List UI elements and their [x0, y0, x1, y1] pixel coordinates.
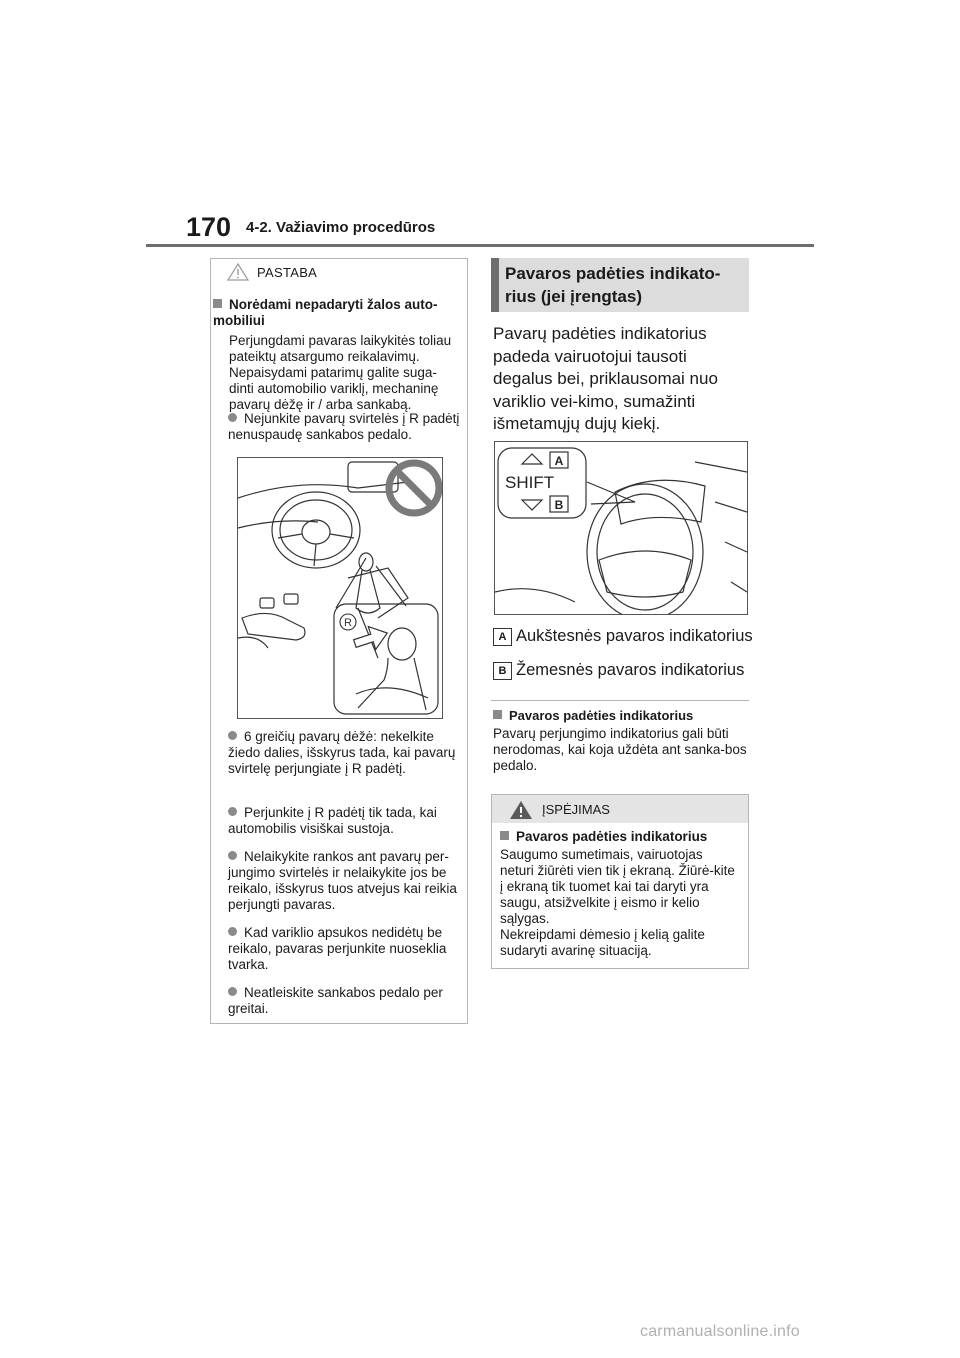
shift-indicator-figure — [494, 441, 748, 615]
square-bullet-icon — [493, 710, 502, 719]
notice-intro: Perjungdami pavaras laikykitės toliau pateiktų atsargumo reikalavimų. Nepaisydami patarimų galite suga-dinti automobilio variklį, mechaninę pavarų dėžę ir / arba sankabą. — [229, 333, 452, 412]
warning-header — [492, 795, 748, 823]
legend-item — [493, 660, 744, 680]
bullet-text: Nelaikykite rankos ant pavarų per-jungimo svirtelės ir nelaikykite jos be reikalo, išskyrus tuos atvejus kai reikia perjungti pavaras. — [228, 849, 457, 912]
dot-bullet-icon — [228, 807, 237, 816]
square-bullet-icon — [213, 299, 222, 308]
legend-key: A — [493, 628, 512, 646]
header-rule — [146, 244, 814, 247]
dot-bullet-icon — [228, 927, 237, 936]
warning-heading-text: Pavaros padėties indikatorius — [516, 829, 708, 844]
notice-header — [211, 259, 467, 285]
shift-indicator-intro: Pavarų padėties indikatorius padeda vairuotojui tausoti degalus bei, priklausomai nuo variklio vei-kimo, sumažinti išmetamųjų dujų kiekį. — [493, 324, 718, 433]
square-bullet-icon — [500, 831, 509, 840]
info-heading — [493, 708, 693, 723]
gear-r-label: R — [344, 617, 352, 629]
notice-bullet — [228, 805, 460, 837]
bullet-text: Neatleiskite sankabos pedalo per greitai. — [228, 985, 443, 1016]
bullet-text: Perjunkite į R padėtį tik tada, kai automobilis visiškai sustoja. — [228, 805, 437, 836]
info-text: Pavarų perjungimo indikatorius gali būti nerodomas, kai koja uždėta ant sanka-bos pedalo. — [493, 726, 747, 773]
topic-heading-bar — [491, 258, 499, 312]
topic-heading-box — [491, 258, 749, 312]
notice-bullet — [228, 849, 460, 913]
watermark: carmanualsonline.info — [640, 1323, 800, 1340]
notice-heading — [213, 297, 463, 329]
dot-bullet-icon — [228, 731, 237, 740]
notice-bullet — [228, 729, 460, 777]
dot-bullet-icon — [228, 987, 237, 996]
warning-triangle-icon — [509, 800, 533, 820]
notice-heading-text: Norėdami nepadaryti žalos auto-mobiliui — [213, 297, 438, 328]
legend-item — [493, 626, 753, 646]
bullet-text: Kad variklio apsukos nedidėtų be reikalo, pavaras perjunkite nuoseklia tvarka. — [228, 925, 447, 972]
legend-text: Aukštesnės pavaros indikatorius — [516, 627, 753, 645]
bullet-text: 6 greičių pavarų dėžė: nekelkite žiedo dalies, išskyrus tada, kai pavarų svirtelę perjungiate į R padėtį. — [228, 729, 456, 776]
shift-indicator-text: SHIFT — [505, 473, 555, 492]
notice-title: PASTABA — [257, 265, 318, 280]
key-a-label: A — [554, 454, 564, 468]
warning-title: ĮSPĖJIMAS — [542, 802, 610, 817]
warning-box — [491, 794, 749, 969]
dot-bullet-icon — [228, 851, 237, 860]
instrument-cluster-drawing — [495, 442, 747, 614]
key-b-label: B — [554, 498, 564, 512]
warning-heading — [500, 829, 707, 845]
info-heading-text: Pavaros padėties indikatorius — [509, 708, 694, 723]
notice-bullet — [228, 411, 460, 443]
notice-bullet — [228, 985, 460, 1017]
notice-bullet — [228, 925, 460, 973]
page-number: 170 — [186, 212, 232, 242]
legend-key: B — [493, 662, 512, 680]
bullet-text: Nejunkite pavarų svirtelės į R padėtį nenuspaudę sankabos pedalo. — [228, 411, 460, 442]
legend-text: Žemesnės pavaros indikatorius — [516, 661, 745, 679]
caution-triangle-icon — [227, 263, 249, 281]
topic-heading: Pavaros padėties indikato-rius (jei įrengtas) — [505, 264, 721, 306]
notice-box — [210, 258, 468, 1024]
reverse-gear-illustration — [237, 457, 443, 719]
car-interior-drawing — [238, 458, 442, 718]
divider — [491, 700, 749, 701]
dot-bullet-icon — [228, 413, 237, 422]
prohibition-icon — [389, 463, 439, 513]
section-title: 4-2. Važiavimo procedūros — [246, 219, 436, 236]
warning-text: Saugumo sumetimais, vairuotojas neturi žiūrėti vien tik į ekraną. Žiūrė-kite į ekraną tik tuomet kai tai daryti yra saugu, atsižvelkite į eismo ir kelio sąlygas. Nekreipdami dėmesio į kelią galite sudaryti avarinę situaciją. — [500, 847, 735, 958]
